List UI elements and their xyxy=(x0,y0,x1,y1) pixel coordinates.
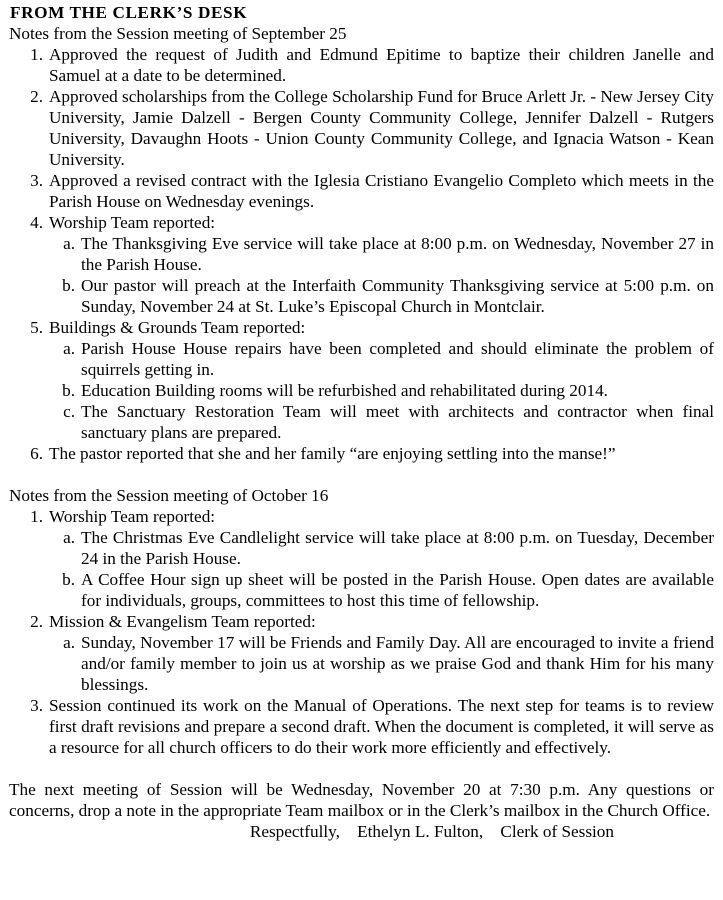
item-text: Approved a revised contract with the Iglesia Cristiano Evangelio Completo which meets in the Parish House on Wednesday evenings. xyxy=(49,171,714,211)
sub-item-text: The Thanksgiving Eve service will take place at 8:00 p.m. on Wednesday, November 27 in the Parish House. xyxy=(81,234,714,274)
item-number: 2. xyxy=(30,612,43,631)
sub-item-letter: c. xyxy=(63,402,75,421)
item-number: 5. xyxy=(30,318,43,337)
list-item xyxy=(9,170,714,212)
september-intro: Notes from the Session meeting of September 25 xyxy=(9,24,347,43)
september-list xyxy=(9,44,714,464)
sub-item-letter: b. xyxy=(62,276,75,295)
list-item xyxy=(9,695,714,758)
signature-closing: Respectfully, xyxy=(249,822,340,841)
sub-item-text: The Sanctuary Restoration Team will meet with architects and contractor when final sanctuary plans are prepared. xyxy=(81,402,714,442)
sub-item xyxy=(49,632,714,695)
sub-item-text: Parish House House repairs have been completed and should eliminate the problem of squirrels getting in. xyxy=(81,339,714,379)
sub-item-letter: a. xyxy=(63,633,75,652)
signature-line xyxy=(9,821,714,842)
sub-item xyxy=(49,569,714,611)
list-item xyxy=(9,212,714,317)
list-item xyxy=(9,317,714,443)
october-intro: Notes from the Session meeting of October 16 xyxy=(9,486,329,505)
list-item xyxy=(9,506,714,611)
page-title: FROM THE CLERK’S DESK xyxy=(10,3,248,22)
item-number: 1. xyxy=(30,507,43,526)
sub-item xyxy=(49,380,714,401)
item-number: 6. xyxy=(30,444,43,463)
item-text: Buildings & Grounds Team reported: xyxy=(49,318,306,337)
item-number: 3. xyxy=(30,171,43,190)
item-text: Approved scholarships from the College Scholarship Fund for Bruce Arlett Jr. - New Jersey City University, Jamie Dalzell - Bergen County Community College, Jennifer Dalzell - Rutgers University, Davaughn Hoots - Union County Community College, and Ignacia Watson - Kean University. xyxy=(49,87,714,169)
sub-item-text: The Christmas Eve Candlelight service will take place at 8:00 p.m. on Tuesday, December 24 in the Parish House. xyxy=(81,528,714,568)
item-number: 2. xyxy=(30,87,43,106)
signature-name: Ethelyn L. Fulton, xyxy=(357,822,484,841)
item-number: 4. xyxy=(30,213,43,232)
september-notes xyxy=(9,23,714,464)
sub-item xyxy=(49,401,714,443)
sub-item-text: Education Building rooms will be refurbished and rehabilitated during 2014. xyxy=(81,381,608,400)
sub-item xyxy=(49,233,714,275)
sub-item xyxy=(49,338,714,380)
item-text: Mission & Evangelism Team reported: xyxy=(49,612,316,631)
sub-item xyxy=(49,275,714,317)
sub-item-letter: a. xyxy=(63,339,75,358)
closing-paragraph: The next meeting of Session will be Wednesday, November 20 at 7:30 p.m. Any questions or concerns, drop a note in the appropriate Team mailbox or in the Clerk’s mailbox in the Church Office. xyxy=(9,780,714,820)
sub-item-letter: a. xyxy=(63,234,75,253)
list-item xyxy=(9,44,714,86)
item-number: 3. xyxy=(30,696,43,715)
list-item xyxy=(9,86,714,170)
item-text: Worship Team reported: xyxy=(49,507,216,526)
item-text: The pastor reported that she and her family “are enjoying settling into the manse!” xyxy=(49,444,616,463)
october-list xyxy=(9,506,714,758)
list-item xyxy=(9,611,714,695)
item-number: 1. xyxy=(30,45,43,64)
item-text: Session continued its work on the Manual of Operations. The next step for teams is to review first draft revisions and prepare a second draft. When the document is completed, it will serve as a resource for all church officers to do their work more efficiently and effectively. xyxy=(49,696,714,757)
signature-role: Clerk of Session xyxy=(500,822,614,841)
item-text: Worship Team reported: xyxy=(49,213,216,232)
sub-item-letter: a. xyxy=(63,528,75,547)
sub-item-letter: b. xyxy=(62,381,75,400)
sub-item-text: Our pastor will preach at the Interfaith Community Thanksgiving service at 5:00 p.m. on Sunday, November 24 at St. Luke’s Episcopal Church in Montclair. xyxy=(81,276,714,316)
sub-item-letter: b. xyxy=(62,570,75,589)
sub-item-text: Sunday, November 17 will be Friends and Family Day. All are encouraged to invite a friend and/or family member to join us at worship as we praise God and thank Him for his many blessings. xyxy=(81,633,714,694)
item-text: Approved the request of Judith and Edmund Epitime to baptize their children Janelle and Samuel at a date to be determined. xyxy=(49,45,714,85)
sub-item-text: A Coffee Hour sign up sheet will be posted in the Parish House. Open dates are available for individuals, groups, committees to host this time of fellowship. xyxy=(81,570,714,610)
sub-item xyxy=(49,527,714,569)
october-notes xyxy=(9,485,714,758)
list-item xyxy=(9,443,714,464)
